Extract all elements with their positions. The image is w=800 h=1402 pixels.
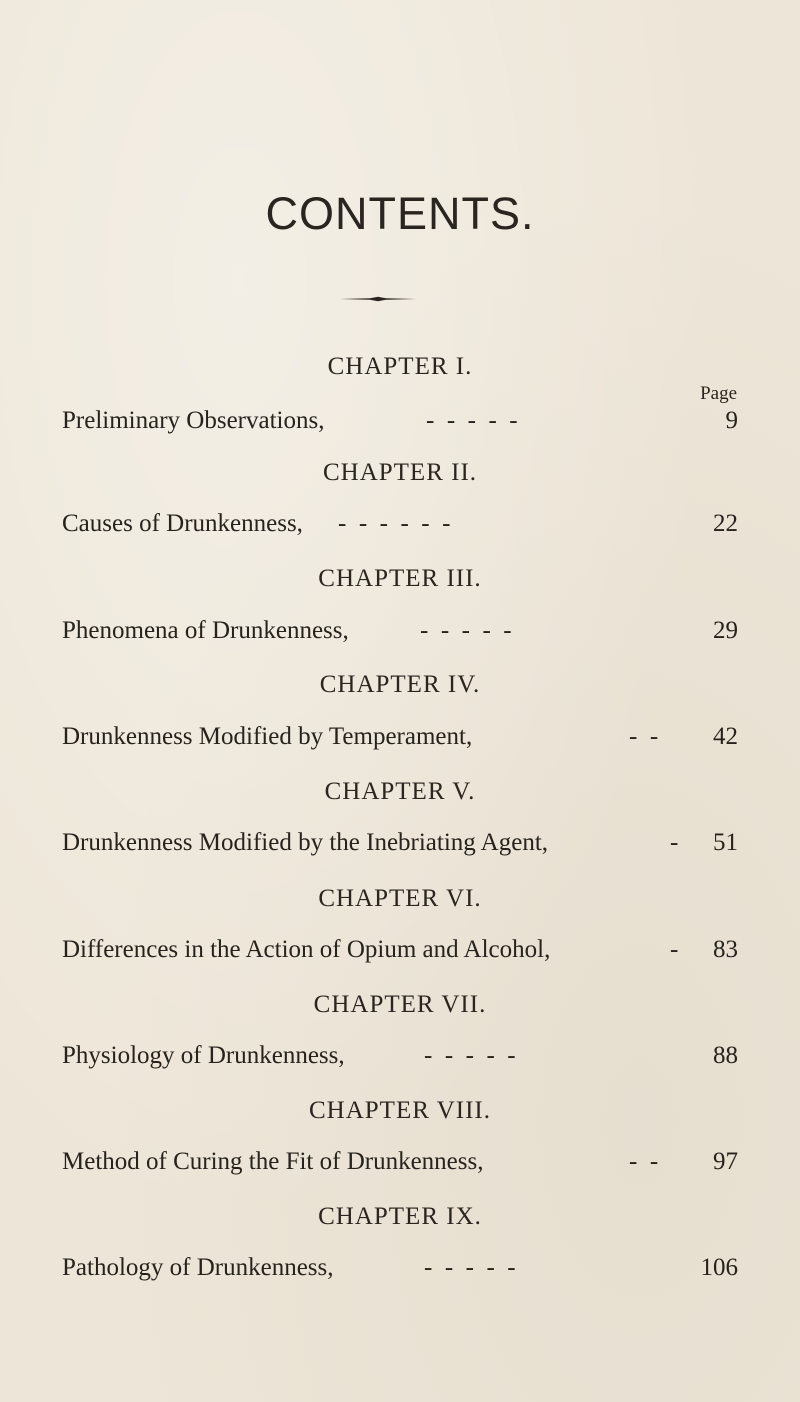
dot-leaders: - - - - - -: [338, 510, 451, 537]
toc-entry-page: 51: [713, 829, 738, 856]
toc-entry[interactable]: [62, 407, 738, 441]
toc-entry[interactable]: [62, 617, 738, 651]
page-column-label: Page: [700, 383, 737, 404]
dot-leaders: - - - - -: [420, 617, 512, 644]
toc-entry[interactable]: [62, 723, 738, 757]
dot-leaders: - - - - -: [424, 1042, 516, 1069]
dot-leaders: -: [670, 936, 679, 963]
chapter-heading: CHAPTER IV.: [319, 671, 481, 698]
chapter-heading: CHAPTER VI.: [318, 885, 482, 912]
toc-entry[interactable]: [62, 1148, 738, 1182]
toc-entry-title: Physiology of Drunkenness,: [62, 1042, 345, 1069]
toc-entry-title: Drunkenness Modified by Temperament,: [62, 723, 473, 750]
toc-entry-page: 29: [713, 617, 738, 644]
toc-entry-page: 97: [713, 1148, 738, 1175]
toc-entry-page: 83: [713, 936, 738, 963]
dot-leaders: - - - - -: [426, 407, 518, 434]
chapter-heading: CHAPTER III.: [318, 565, 482, 592]
toc-entry[interactable]: [62, 936, 738, 970]
dot-leaders: - -: [629, 723, 659, 750]
ornamental-divider: [340, 296, 416, 299]
toc-entry-title: Differences in the Action of Opium and Alcohol,: [62, 936, 551, 963]
toc-entry-title: Phenomena of Drunkenness,: [62, 617, 349, 644]
toc-entry[interactable]: [62, 510, 738, 544]
chapter-heading: CHAPTER V.: [324, 778, 476, 805]
chapter-heading: CHAPTER VII.: [313, 991, 487, 1018]
dot-leaders: - -: [629, 1148, 659, 1175]
chapter-heading: CHAPTER I.: [327, 353, 473, 380]
toc-entry-title: Method of Curing the Fit of Drunkenness,: [62, 1148, 484, 1175]
toc-entry-page: 42: [713, 723, 738, 750]
toc-entry-title: Causes of Drunkenness,: [62, 510, 303, 537]
chapter-heading: CHAPTER IX.: [318, 1203, 482, 1230]
toc-entry-title: Preliminary Observations,: [62, 407, 325, 434]
toc-entry-page: 88: [713, 1042, 738, 1069]
toc-entry-title: Pathology of Drunkenness,: [62, 1254, 334, 1281]
toc-entry[interactable]: [62, 1042, 738, 1076]
toc-entry[interactable]: [62, 1254, 738, 1288]
chapter-heading: CHAPTER VIII.: [309, 1097, 491, 1124]
toc-entry-page: 9: [725, 407, 738, 434]
toc-entry-title: Drunkenness Modified by the Inebriating Agent,: [62, 829, 549, 856]
dot-leaders: - - - - -: [424, 1254, 516, 1281]
toc-entry[interactable]: [62, 829, 738, 863]
dot-leaders: -: [670, 829, 679, 856]
toc-entry-page: 22: [713, 510, 738, 537]
chapter-heading: CHAPTER II.: [322, 459, 478, 486]
toc-entry-page: 106: [700, 1254, 738, 1281]
page-title: CONTENTS.: [265, 188, 535, 239]
